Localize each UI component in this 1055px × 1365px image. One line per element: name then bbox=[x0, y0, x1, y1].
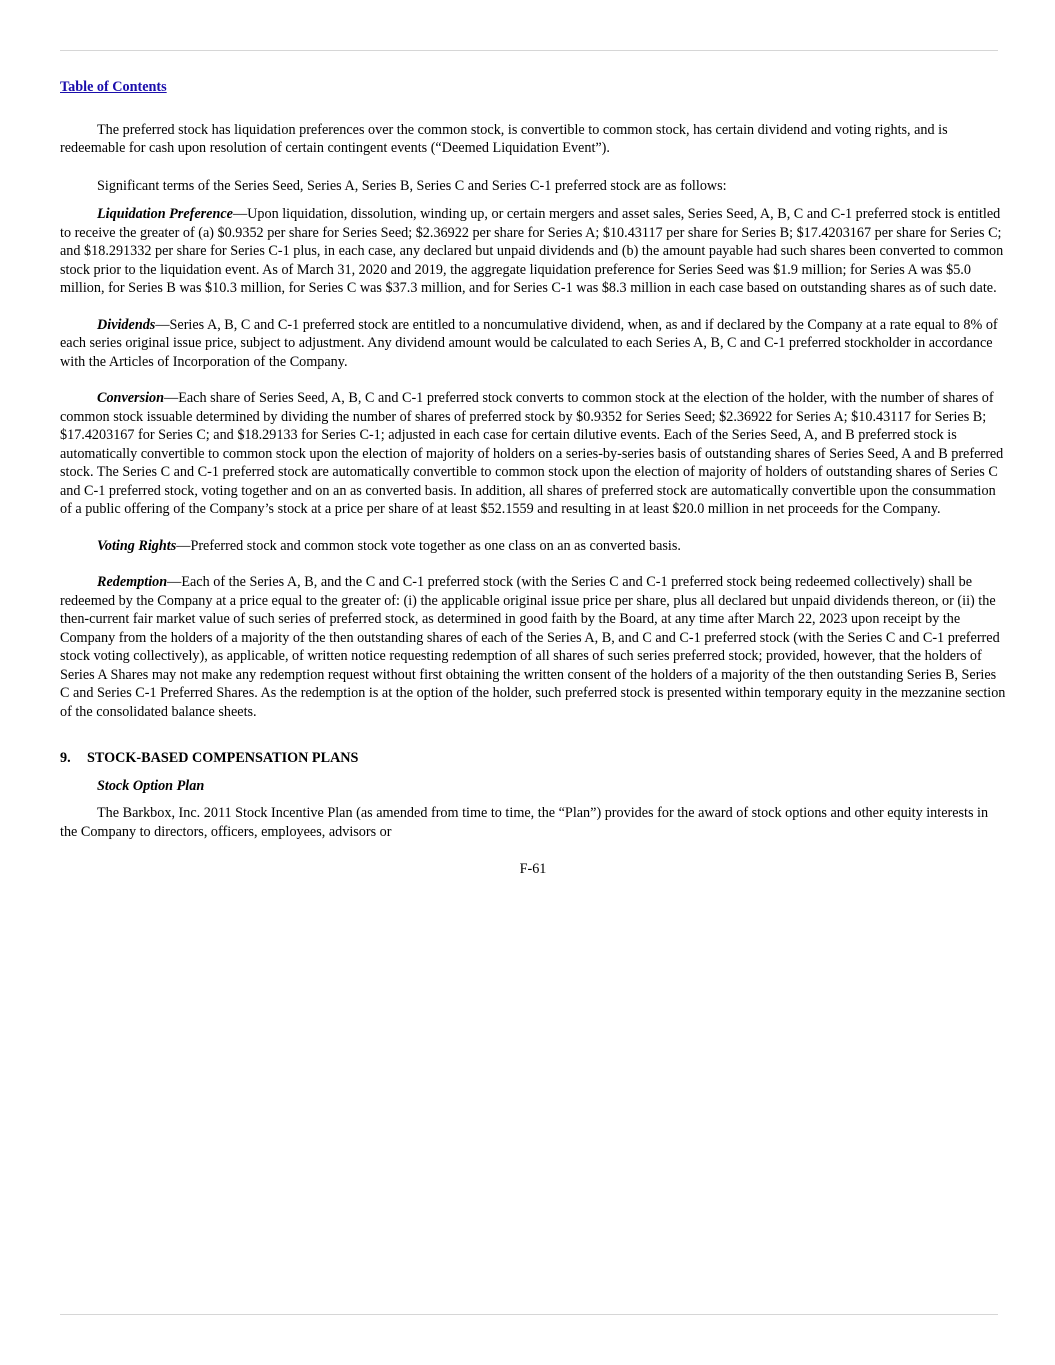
stock-option-plan-paragraph: The Barkbox, Inc. 2011 Stock Incentive Plan (as amended from time to time, the “Plan”) provides for the award of stock options and other equity interests in the Company to directors, officers, employees, advisors or bbox=[60, 805, 989, 840]
page-number: F-61 bbox=[519, 861, 547, 877]
conversion-paragraph bbox=[60, 389, 1006, 519]
liquidation-preference-term: Liquidation Preference bbox=[97, 206, 233, 222]
dividends-term: Dividends bbox=[97, 316, 156, 333]
redemption-paragraph bbox=[60, 573, 1006, 721]
voting-rights-text: —Preferred stock and common stock vote together as one class on an as converted basis. bbox=[176, 537, 681, 554]
voting-rights-paragraph bbox=[60, 537, 1006, 556]
section-heading bbox=[60, 749, 1006, 768]
conversion-term: Conversion bbox=[97, 390, 165, 406]
redemption-term: Redemption bbox=[97, 574, 168, 590]
bottom-divider bbox=[60, 1314, 998, 1315]
voting-rights-term: Voting Rights bbox=[97, 537, 177, 554]
dividends-text: —Series A, B, C and C-1 preferred stock are entitled to a noncumulative dividend, when, as and if declared by the Company at a rate equal to 8% of each series original issue price, subject to adjustment. Any dividend amount would be calculated to each Series A, B, C and C-1 preferred stockholder in accordance with the Articles of Incorporation of the Company. bbox=[60, 316, 998, 370]
significant-terms-paragraph: Significant terms of the Series Seed, Series A, Series B, Series C and Series C-1 preferred stock are as follows: bbox=[97, 177, 727, 194]
top-divider bbox=[60, 50, 998, 51]
section-title: STOCK-BASED COMPENSATION PLANS bbox=[87, 750, 359, 766]
document-body bbox=[60, 78, 1006, 879]
redemption-text: —Each of the Series A, B, and the C and C-1 preferred stock (with the Series C and C-1 preferred stock being redeemed collectively) shall be redeemed by the Company at a price equal to the greater of: (i) the applicable original issue price per share, plus all declared but unpaid dividends thereon, or (ii) the then-current fair market value of such series of preferred stock, as determined in good faith by the Board, at any time after March 22, 2023 upon receipt by the Company from the holders of a majority of the then outstanding shares of each of the Series A, B, and C and C-1 preferred stock (with the Series C and C-1 preferred stock voting collectively), as applicable, of written notice requesting redemption of all shares of such series preferred stock; provided, however, that the holders of Series A Shares may not make any redemption request without first obtaining the written consent of the holders of a majority of the then outstanding Series B, Series C and Series C-1 Preferred Shares. As the redemption is at the option of the holder, such preferred stock is presented within temporary equity in the mezzanine section of the consolidated balance sheets. bbox=[60, 574, 1006, 720]
conversion-text: —Each share of Series Seed, A, B, C and C-1 preferred stock converts to common stock at the election of the holder, with the number of shares of common stock issuable determined by dividing the number of shares of preferred stock by $0.9352 for Series Seed; $2.36922 for Series A; $10.43117 for Series B; $17.4203167 for Series C; and $18.29133 for Series C-1; adjusted in each case for certain dilutive events. Each of the Series Seed, A, and B preferred stock is automatically convertible to common stock upon the election of majority of holders on a series-by-series basis of outstanding shares of Series Seed, A and B preferred stock. The Series C and C-1 preferred stock are automatically convertible to common stock upon the election of majority of holders of outstanding shares of Series C and C-1 preferred stock, voting together and on an as converted basis. In addition, all shares of preferred stock are automatically convertible upon the consummation of a public offering of the Company’s stock at a price per share of at least $52.1559 and resulting in at least $20.0 million in net proceeds for the Company. bbox=[60, 390, 1004, 517]
dividends-paragraph bbox=[60, 316, 1006, 372]
stock-option-plan-subheading: Stock Option Plan bbox=[97, 777, 205, 794]
liquidation-preference-paragraph bbox=[60, 205, 1006, 298]
table-of-contents-link[interactable]: Table of Contents bbox=[60, 79, 167, 95]
intro-paragraph: The preferred stock has liquidation preferences over the common stock, is convertible to common stock, has certain dividend and voting rights, and is redeemable for cash upon resolution of certain contingent events (“Deemed Liquidation Event”). bbox=[60, 121, 948, 156]
liquidation-preference-text: —Upon liquidation, dissolution, winding up, or certain mergers and asset sales, Series Seed, A, B, C and C-1 preferred stock is entitled to receive the greater of (a) $0.9352 per share for Series Seed; $2.36922 per share for Series A; $10.43117 per share for Series B; $17.4203167 per share for Series C; and $18.291332 per share for Series C-1 plus, in each case, any declared but unpaid dividends and (b) the amount payable had such shares been converted to common stock prior to the liquidation event. As of March 31, 2020 and 2019, the aggregate liquidation preference for Series Seed was $1.9 million; for Series A was $5.0 million, for Series B was $10.3 million, for Series C was $37.3 million, and for Series C-1 was $8.3 million in each case based on outstanding shares as of such date. bbox=[60, 206, 1004, 296]
section-number: 9. bbox=[60, 750, 71, 766]
